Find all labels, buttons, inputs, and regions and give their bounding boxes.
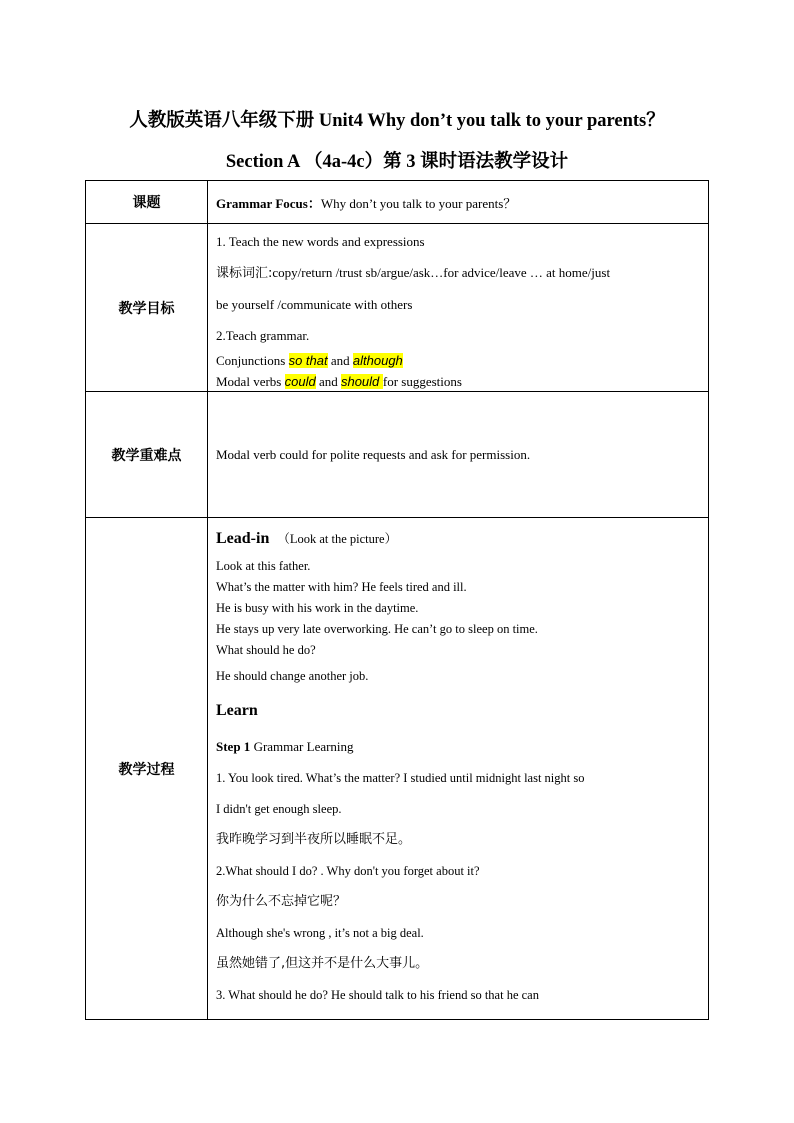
topic-bold-text: Grammar Focus：: [216, 195, 321, 211]
objectives-line-2-cn: 课标词汇:: [216, 266, 273, 281]
objectives-line-5: [216, 352, 700, 370]
step1-bold: Step 1: [216, 739, 251, 754]
highlight-although: although: [352, 353, 403, 368]
process-content: [208, 518, 709, 1020]
leadin-line: He is busy with his work in the daytime.: [216, 601, 419, 615]
highlight-so-that: so that: [288, 353, 328, 368]
topic-label: 课题: [86, 181, 208, 224]
objectives-line-3: be yourself /communicate with others: [216, 297, 413, 312]
modal-verbs-text: Modal verbs: [216, 374, 285, 389]
conjunctions-text: Conjunctions: [216, 353, 289, 368]
suggestions-text: for suggestions: [382, 374, 462, 389]
lesson-plan-table: [85, 180, 709, 1020]
difficulty-content: Modal verb could for polite requests and ask for permission.: [208, 392, 709, 518]
objectives-content: [208, 224, 709, 392]
example-3-cn: 虽然她错了,但这并不是什么大事儿。: [216, 956, 429, 971]
example-4a: 3. What should he do? He should talk to his friend so that he can: [216, 988, 539, 1002]
example-2a: 2.What should I do? . Why don't you forget about it?: [216, 864, 480, 878]
objectives-line-1: 1. Teach the new words and expressions: [216, 234, 425, 249]
leadin-heading: [216, 529, 700, 549]
table-row-difficulty: [86, 392, 709, 518]
objectives-line-4: 2.Teach grammar.: [216, 328, 310, 343]
leadin-answer: He should change another job.: [216, 669, 369, 683]
leadin-lines: [216, 556, 700, 661]
leadin-line: What should he do?: [216, 643, 316, 657]
and-text-2: and: [315, 374, 341, 389]
topic-rest-text: Why don’t you talk to your parents？: [320, 195, 517, 211]
objectives-line-6: [216, 373, 700, 391]
and-text-1: and: [327, 353, 353, 368]
highlight-could: could: [284, 374, 316, 389]
leadin-title: Lead-in: [216, 530, 270, 547]
objectives-line-2: [216, 264, 700, 283]
objectives-label: 教学目标: [86, 224, 208, 392]
table-row-objectives: [86, 224, 709, 392]
leadin-line: What’s the matter with him? He feels tired and ill.: [216, 580, 467, 594]
example-3a: Although she's wrong , it’s not a big deal.: [216, 926, 424, 940]
example-1a: 1. You look tired. What’s the matter? I studied until midnight last night so: [216, 771, 585, 785]
example-1-cn: 我昨晚学习到半夜所以睡眠不足。: [216, 832, 412, 847]
table-row-process: [86, 518, 709, 1020]
document-title-line2: Section A （4a-4c）第 3 课时语法教学设计: [225, 152, 569, 172]
step1-heading: [216, 737, 700, 757]
example-1b: I didn't get enough sleep.: [216, 802, 342, 816]
document-title-line1: 人教版英语八年级下册 Unit4 Why don’t you talk to your parents？: [129, 111, 665, 131]
step1-rest: Grammar Learning: [250, 739, 354, 754]
example-2-cn: 你为什么不忘掉它呢？: [216, 894, 347, 909]
leadin-note: （Look at the picture）: [277, 532, 398, 546]
highlight-should: should: [340, 374, 383, 389]
topic-content: [208, 181, 709, 224]
table-row-topic: [86, 181, 709, 224]
learn-heading: Learn: [216, 702, 258, 719]
difficulty-label: 教学重难点: [86, 392, 208, 518]
process-label: 教学过程: [86, 518, 208, 1020]
leadin-line: Look at this father.: [216, 559, 311, 573]
objectives-line-2-rest: copy/return /trust sb/argue/ask…for advice/leave … at home/just: [272, 265, 611, 280]
leadin-line: He stays up very late overworking. He can’t go to sleep on time.: [216, 622, 538, 636]
